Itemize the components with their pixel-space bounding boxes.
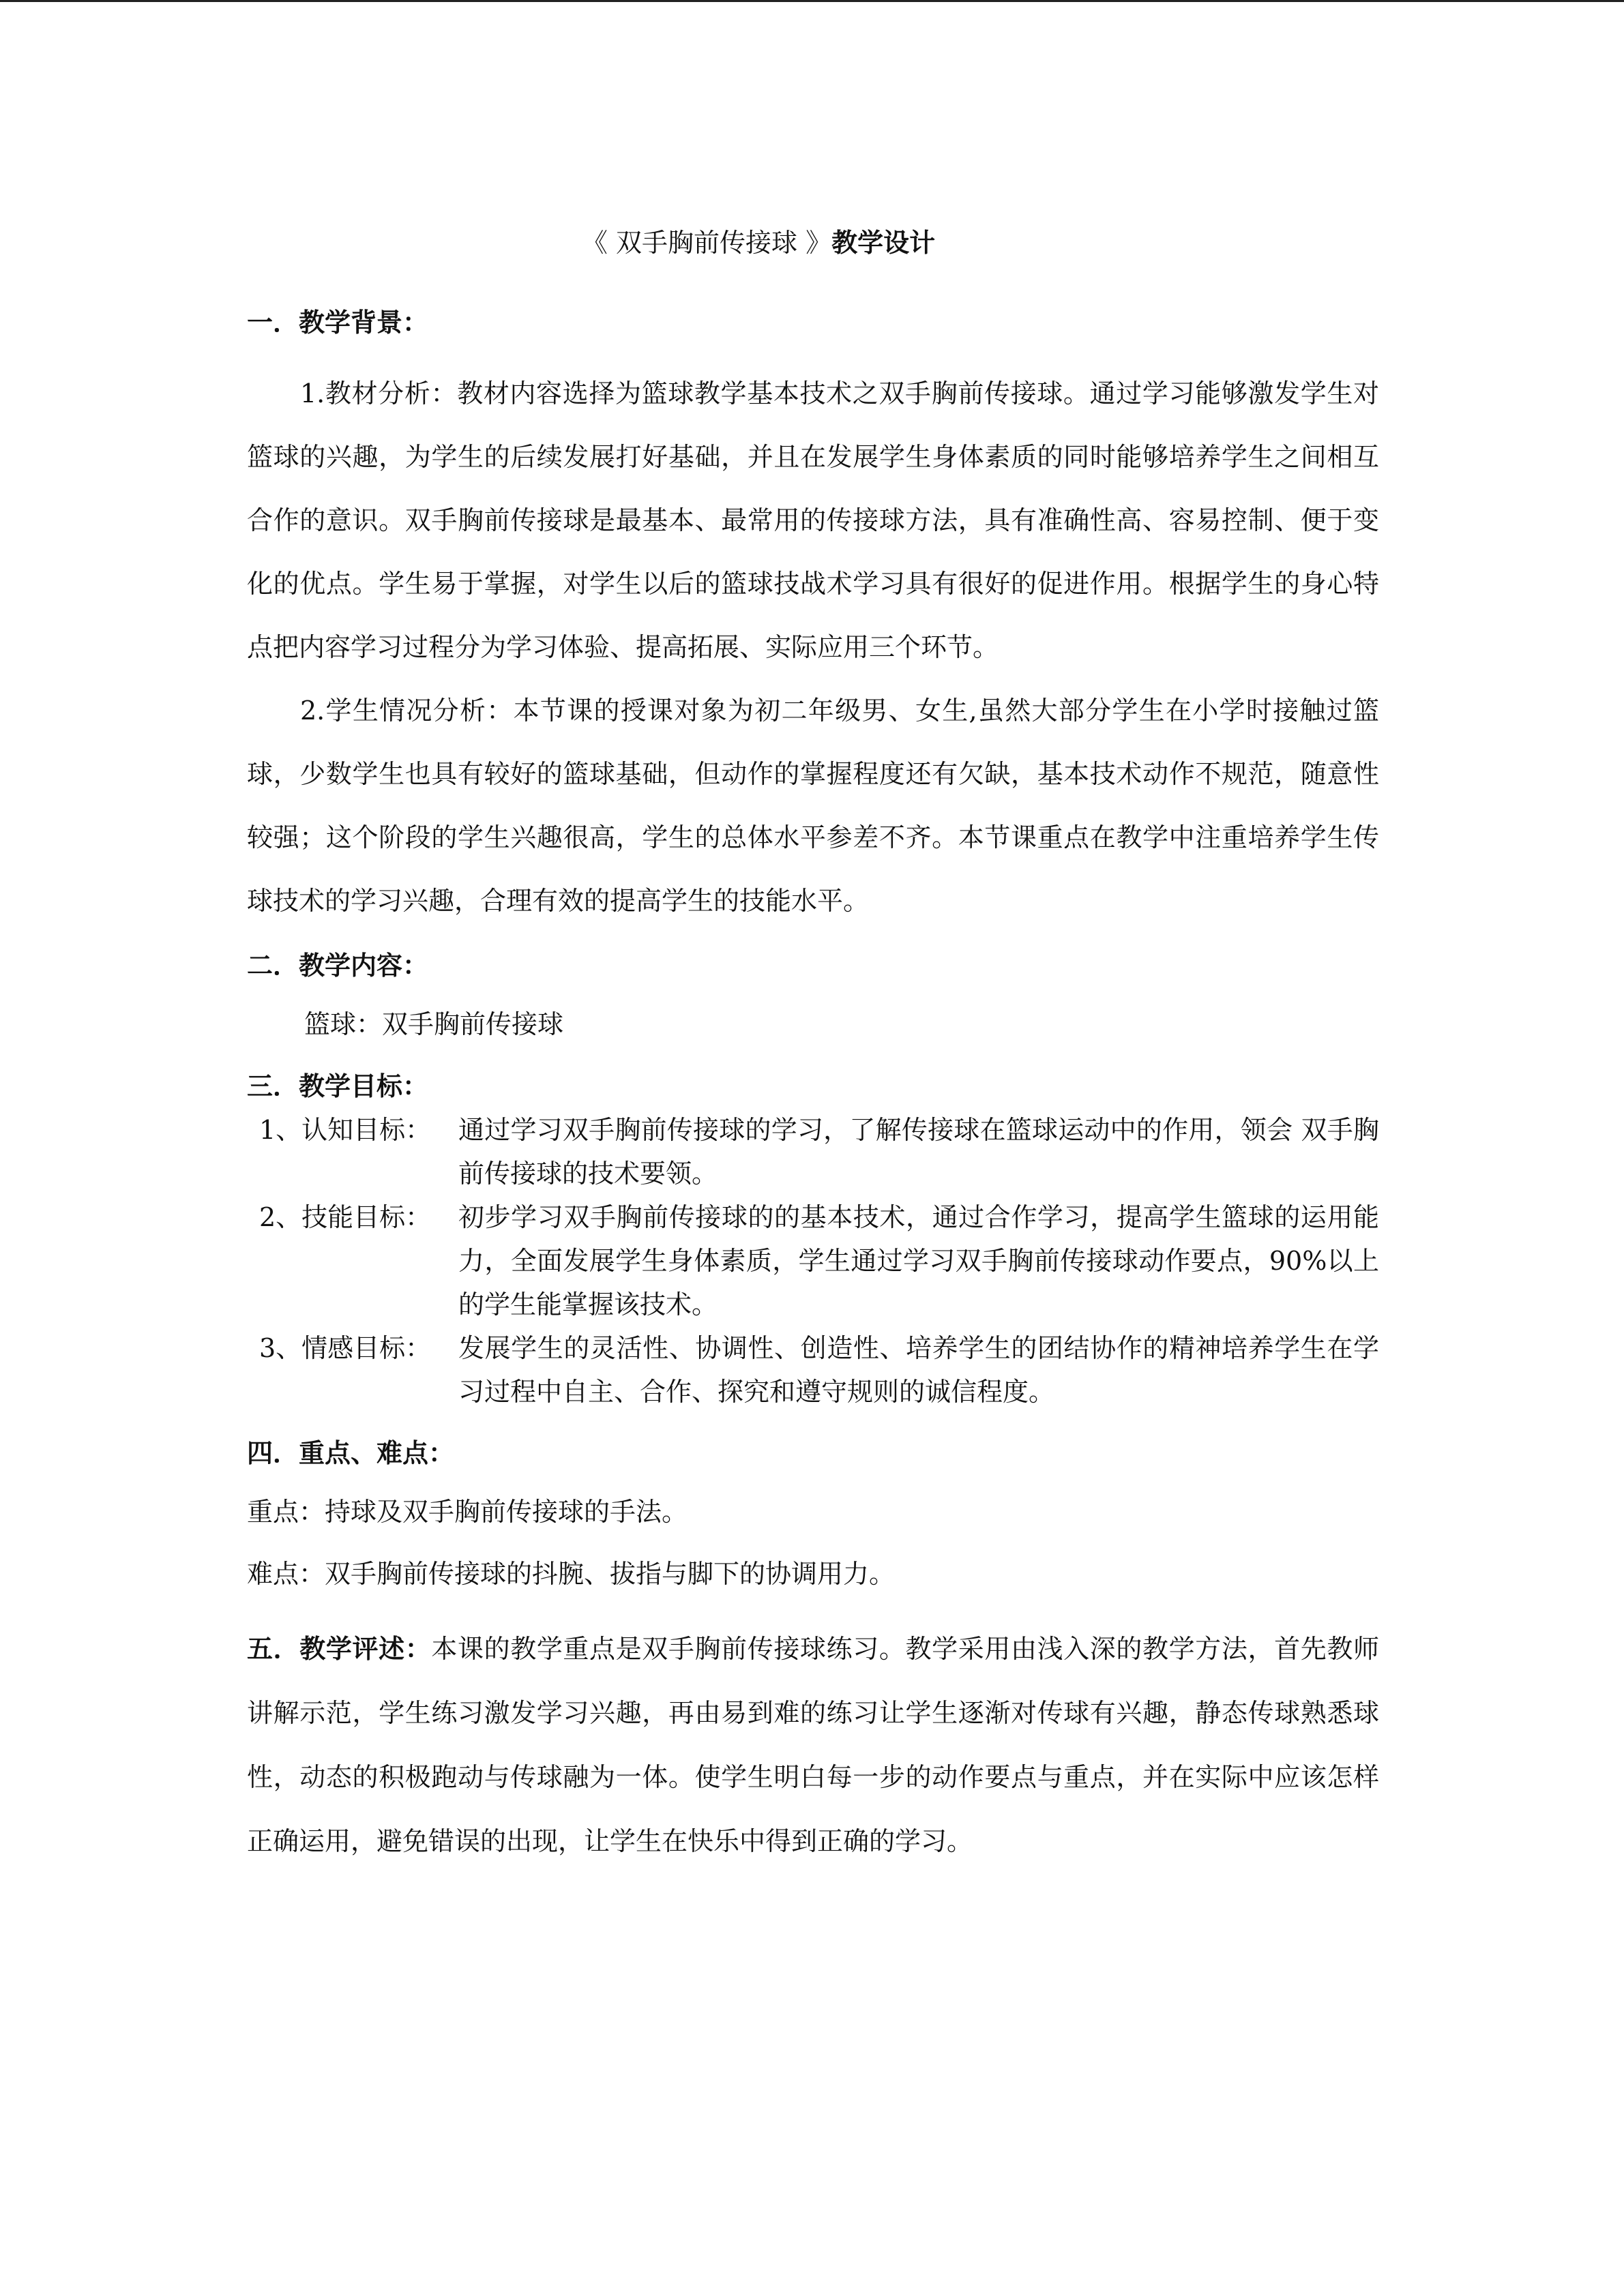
section-5-heading: 五．教学评述： xyxy=(247,1633,432,1664)
goal-label: 2、技能目标： xyxy=(259,1202,432,1232)
title-text: 《 双手胸前传接球 》 xyxy=(581,228,832,258)
section-3-heading: 三．教学目标： xyxy=(247,1071,429,1101)
goal-item xyxy=(247,1108,1379,1195)
section-1-paragraph-1: 1.教材分析：教材内容选择为篮球教学基本技术之双手胸前传接球。通过学习能够激发学生对篮球的兴趣，为学生的后续发展打好基础，并且在发展学生身体素质的同时能够培养学生之间相互合作的意识。双手胸前传接球是最基本、最常用的传接球方法，具有准确性高、容易控制、便于变化的优点。学生易于掌握，对学生以后的篮球技战术学习具有很好的促进作用。根据学生的身心特点把内容学习过程分为学习体验、提高拓展、实际应用三个环节。 xyxy=(247,378,1379,662)
title-suffix: 教学设计 xyxy=(831,227,936,258)
page-top-border xyxy=(0,0,1624,2)
section-5-text: 本课的教学重点是双手胸前传接球练习。教学采用由浅入深的教学方法，首先教师讲解示范，学生练习激发学习兴趣，再由易到难的练习让学生逐渐对传球有兴趣，静态传球熟悉球性，动态的积极跑动与传球融为一体。使学生明白每一步的动作要点与重点，并在实际中应该怎样正确运用，避免错误的出现，让学生在快乐中得到正确的学习。 xyxy=(247,1634,1379,1856)
goal-label: 3、情感目标： xyxy=(259,1333,432,1363)
section-4-heading: 四．重点、难点： xyxy=(247,1437,455,1468)
goal-text: 发展学生的灵活性、协调性、创造性、培养学生的团结协作的精神培养学生在学习过程中自主、合作、探究和遵守规则的诚信程度。 xyxy=(458,1333,1379,1407)
goal-text: 通过学习双手胸前传接球的学习，了解传接球在篮球运动中的作用，领会 双手胸前传接球的技术要领。 xyxy=(458,1115,1379,1189)
difficult-point: 难点：双手胸前传接球的抖腕、拔指与脚下的协调用力。 xyxy=(247,1559,896,1589)
goal-text: 初步学习双手胸前传接球的的基本技术，通过合作学习，提高学生篮球的运用能力，全面发展学生身体素质，学生通过学习双手胸前传接球动作要点，90%以上的学生能掌握该技术。 xyxy=(458,1202,1379,1320)
goal-item xyxy=(247,1195,1379,1326)
document-body xyxy=(247,205,1379,1873)
section-2-heading: 二．教学内容： xyxy=(247,950,429,981)
section-1-paragraph-2: 2.学生情况分析：本节课的授课对象为初二年级男、女生,虽然大部分学生在小学时接触过篮球，少数学生也具有较好的篮球基础，但动作的掌握程度还有欠缺，基本技术动作不规范，随意性较强；这个阶段的学生兴趣很高，学生的总体水平参差不齐。本节课重点在教学中注重培养学生传球技术的学习兴趣，合理有效的提高学生的技能水平。 xyxy=(247,696,1379,916)
goals-list xyxy=(247,1108,1379,1414)
goal-item xyxy=(247,1326,1379,1414)
key-point: 重点：持球及双手胸前传接球的手法。 xyxy=(247,1497,688,1527)
section-2-content: 篮球：双手胸前传接球 xyxy=(304,1009,564,1039)
goal-label: 1、认知目标： xyxy=(259,1115,432,1145)
section-5-review xyxy=(247,1617,1379,1873)
section-1-heading: 一．教学背景： xyxy=(247,307,429,338)
document-title xyxy=(247,222,1379,259)
